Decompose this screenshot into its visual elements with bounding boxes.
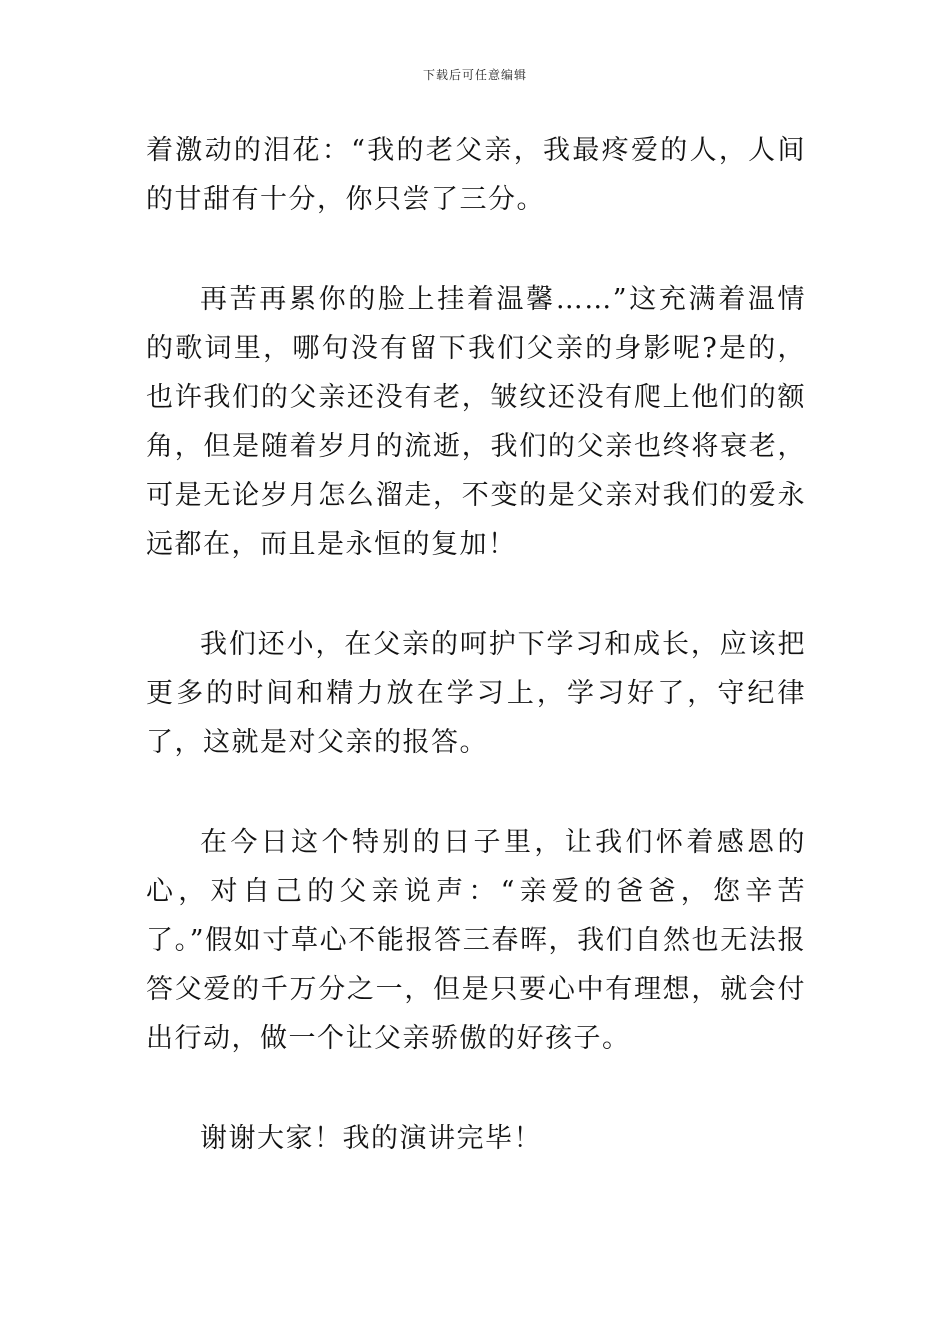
paragraph-2: 再苦再累你的脸上挂着温馨……”这充满着温情的歌词里，哪句没有留下我们父亲的身影呢?是的，也许我们的父亲还没有老，皱纹还没有爬上他们的额角，但是随着岁月的流逝，我们的父亲也终将衰老，可是无论岁月怎么溜走，不变的是父亲对我们的爱永远都在，而且是永恒的复加！: [146, 284, 806, 560]
paragraph-4: 在今日这个特别的日子里，让我们怀着感恩的心，对自己的父亲说声：“亲爱的爸爸，您辛苦了。”假如寸草心不能报答三春晖，我们自然也无法报答父爱的千万分之一，但是只要心中有理想，就会付出行动，做一个让父亲骄傲的好孩子。: [146, 827, 806, 1054]
paragraph-3: 我们还小，在父亲的呵护下学习和成长，应该把更多的时间和精力放在学习上，学习好了，守纪律了，这就是对父亲的报答。: [146, 629, 806, 758]
paragraph-1: 着激动的泪花：“我的老父亲，我最疼爱的人，人间的甘甜有十分，你只尝了三分。: [146, 135, 806, 215]
paragraph-5: 谢谢大家！我的演讲完毕！: [200, 1123, 542, 1154]
document-body: [146, 126, 806, 1163]
page-header-note: 下载后可任意编辑: [422, 68, 527, 82]
